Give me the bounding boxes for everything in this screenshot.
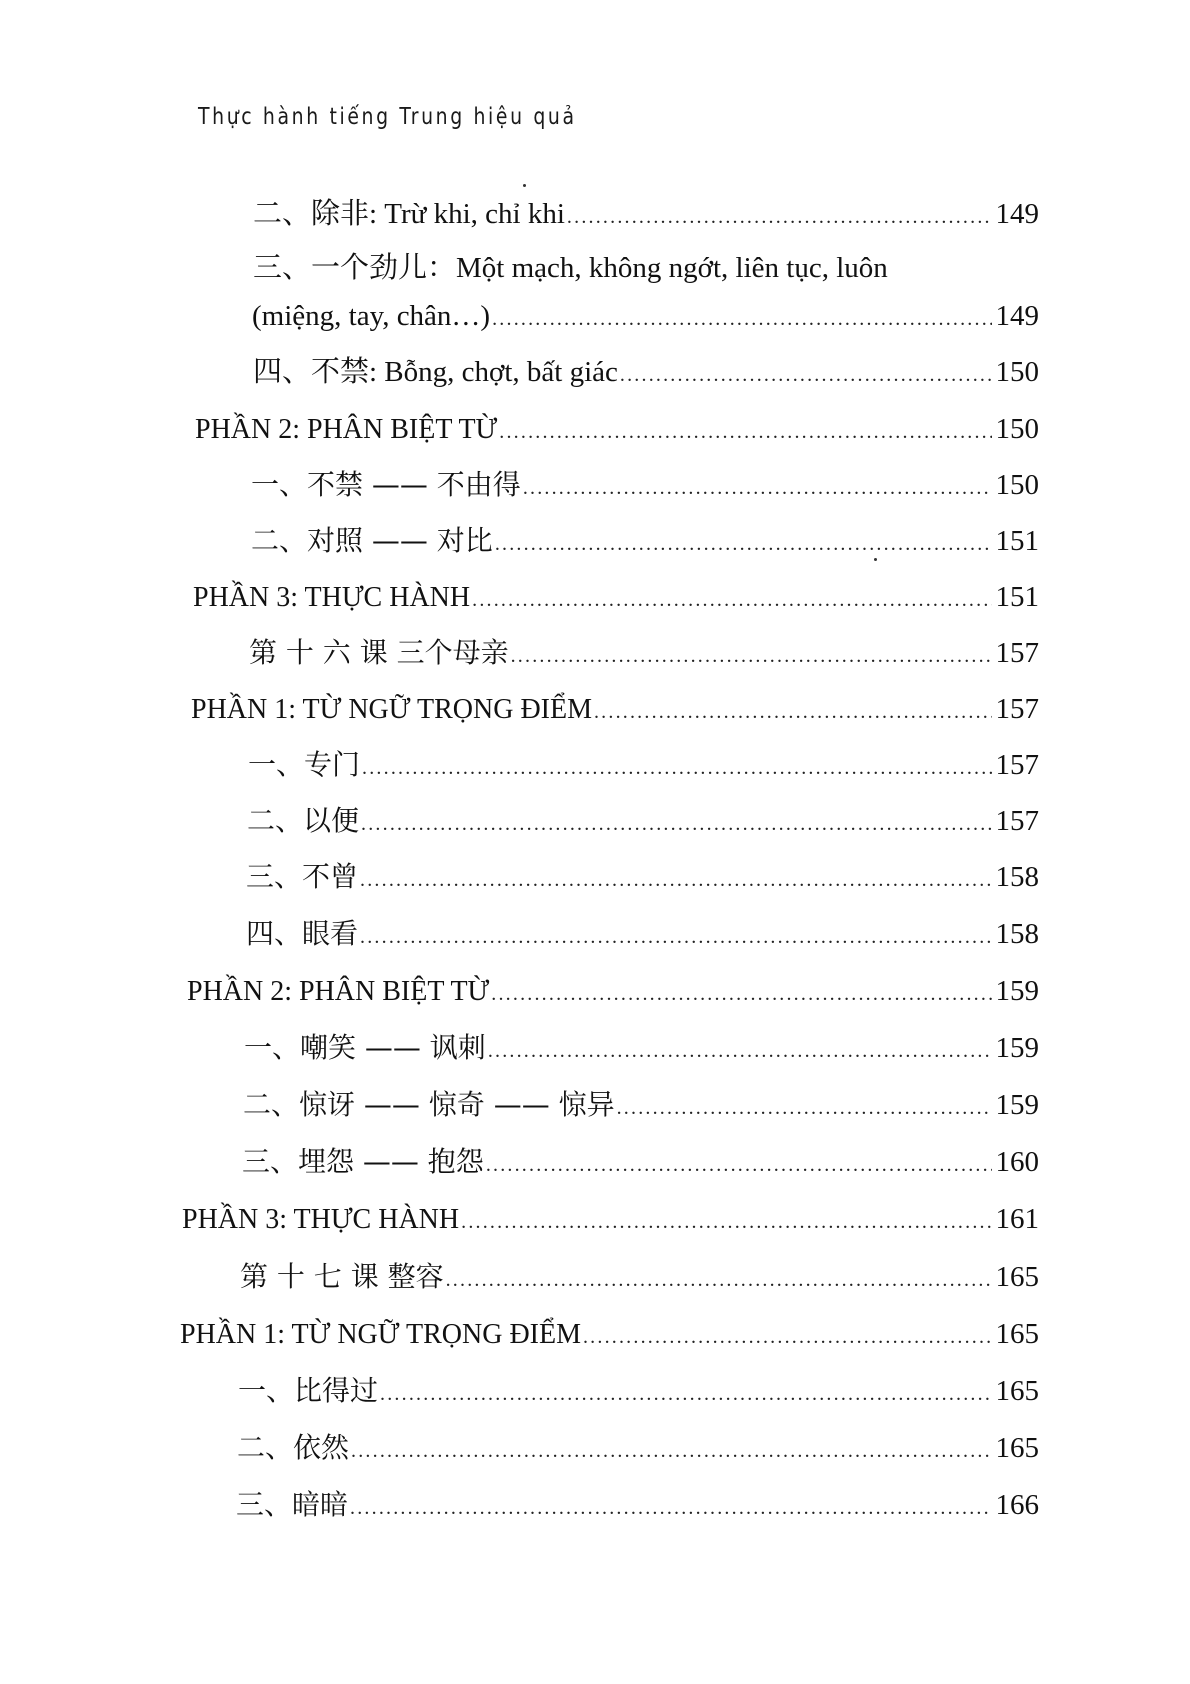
toc-entry-page: 150 — [995, 469, 1039, 501]
toc-entry-label: PHẦN 1: TỪ NGỮ TRỌNG ĐIỂM — [191, 694, 592, 725]
toc-entry-label-line1: 三、一个劲儿：Một mạch, không ngớt, liên tục, luôn — [253, 252, 888, 284]
toc-entry-label: PHẦN 3: THỰC HÀNH — [182, 1204, 460, 1235]
toc-entry-page: 165 — [995, 1318, 1039, 1350]
toc-entry-page: 158 — [995, 861, 1039, 893]
toc-entry[interactable] — [243, 1087, 1039, 1126]
toc-entry-label: 三、暗暗 — [236, 1488, 349, 1521]
toc-entry[interactable] — [253, 196, 1039, 235]
toc-entry-page: 151 — [995, 525, 1039, 557]
toc-entry[interactable] — [248, 747, 1039, 786]
toc-entry[interactable] — [237, 1430, 1039, 1469]
dot-leader — [492, 301, 991, 337]
toc-entry[interactable] — [244, 1030, 1039, 1069]
scan-speck — [874, 558, 877, 561]
toc-entry-label: PHẦN 1: TỪ NGỮ TRỌNG ĐIỂM — [180, 1319, 581, 1350]
toc-entry-page: 157 — [995, 693, 1039, 725]
toc-entry-page: 151 — [995, 581, 1039, 613]
toc-entry[interactable] — [251, 523, 1039, 562]
toc-entry-page: 159 — [995, 1089, 1039, 1121]
toc-entry-label: 二、以便 — [247, 804, 360, 837]
dot-leader — [491, 976, 991, 1012]
dot-leader — [523, 470, 992, 506]
toc-entry[interactable] — [236, 1487, 1039, 1526]
dot-leader — [620, 357, 992, 393]
toc-entry-page: 159 — [995, 975, 1039, 1007]
toc-entry-page: 161 — [995, 1203, 1039, 1235]
dot-leader — [495, 526, 992, 562]
toc-entry-page: 157 — [995, 637, 1039, 669]
toc-entry-page: 157 — [995, 805, 1039, 837]
toc-entry-label: 四、眼看 — [246, 917, 359, 950]
toc-entry[interactable] — [180, 1316, 1039, 1355]
dot-leader — [351, 1433, 991, 1469]
toc-entry-label: 第 十 六 课 三个母亲 — [249, 636, 509, 669]
dot-leader — [567, 199, 992, 235]
toc-entry-label: (miệng, tay, chân…) — [252, 300, 491, 332]
toc-entry-page: 158 — [995, 918, 1039, 950]
toc-entry-label: 三、埋怨 —— 抱怨 — [242, 1145, 484, 1178]
dot-leader — [361, 806, 991, 842]
dot-leader — [380, 1376, 991, 1412]
toc-entry-page: 150 — [995, 356, 1039, 388]
dot-leader — [486, 1147, 992, 1183]
toc-entry[interactable] — [253, 354, 1039, 393]
toc-entry[interactable] — [249, 635, 1039, 674]
toc-entry-page: 160 — [995, 1146, 1039, 1178]
toc-entry-label: 第 十 七 课 整容 — [240, 1260, 444, 1293]
toc-entry[interactable] — [246, 859, 1039, 898]
dot-leader — [472, 582, 991, 618]
toc-entry-label: PHẦN 2: PHÂN BIỆT TỪ — [187, 976, 490, 1007]
dot-leader — [594, 694, 992, 730]
toc-entry-label: 二、除非: Trừ khi, chỉ khi — [253, 198, 565, 230]
toc-entry-page: 157 — [995, 749, 1039, 781]
dot-leader — [461, 1204, 991, 1240]
dot-leader — [362, 750, 991, 786]
running-header: Thực hành tiếng Trung hiệu quả — [198, 104, 577, 130]
toc-entry[interactable] — [251, 467, 1039, 506]
toc-entry-label: 三、不曾 — [246, 860, 359, 893]
dot-leader — [583, 1319, 992, 1355]
dot-leader — [617, 1090, 992, 1126]
toc-entry[interactable] — [252, 298, 1039, 337]
dot-leader — [360, 862, 991, 898]
toc-entry[interactable] — [195, 411, 1039, 450]
toc-entry[interactable] — [182, 1201, 1039, 1240]
toc-entry-label: 一、比得过 — [238, 1374, 379, 1407]
toc-entry-page: 149 — [995, 300, 1039, 332]
toc-entry-label: 四、不禁: Bỗng, chợt, bất giác — [253, 356, 618, 388]
dot-leader — [511, 638, 992, 674]
toc-entry-page: 159 — [995, 1032, 1039, 1064]
toc-entry-label: 一、专门 — [248, 748, 361, 781]
toc-entry[interactable] — [246, 916, 1039, 955]
toc-entry[interactable] — [247, 803, 1039, 842]
toc-entry-label: PHẦN 2: PHÂN BIỆT TỪ — [195, 414, 498, 445]
toc-entry-page: 165 — [995, 1261, 1039, 1293]
toc-entry-label: PHẦN 3: THỰC HÀNH — [193, 582, 471, 613]
toc-entry-label: 一、嘲笑 —— 讽刺 — [244, 1031, 486, 1064]
toc-entry[interactable] — [242, 1144, 1039, 1183]
dot-leader — [350, 1490, 991, 1526]
toc-entry-page: 149 — [995, 198, 1039, 230]
dot-leader — [446, 1262, 992, 1298]
toc-entry-page: 165 — [995, 1375, 1039, 1407]
toc-entry[interactable] — [187, 973, 1039, 1012]
toc-entry-label: 二、对照 —— 对比 — [251, 524, 493, 557]
toc-entry[interactable] — [238, 1373, 1039, 1412]
toc-entry-page: 150 — [995, 413, 1039, 445]
dot-leader — [499, 414, 991, 450]
dot-leader — [488, 1033, 992, 1069]
toc-entry-label: 二、依然 — [237, 1431, 350, 1464]
toc-entry-label: 二、惊讶 —— 惊奇 —— 惊异 — [243, 1088, 615, 1121]
dot-leader — [360, 919, 991, 955]
toc-entry[interactable] — [240, 1259, 1039, 1298]
scan-speck — [523, 184, 526, 187]
toc-entry[interactable] — [193, 579, 1039, 618]
toc-entry-label: 一、不禁 —— 不由得 — [251, 468, 521, 501]
toc-entry-page: 166 — [995, 1489, 1039, 1521]
toc-entry[interactable] — [191, 691, 1039, 730]
toc-entry-page: 165 — [995, 1432, 1039, 1464]
